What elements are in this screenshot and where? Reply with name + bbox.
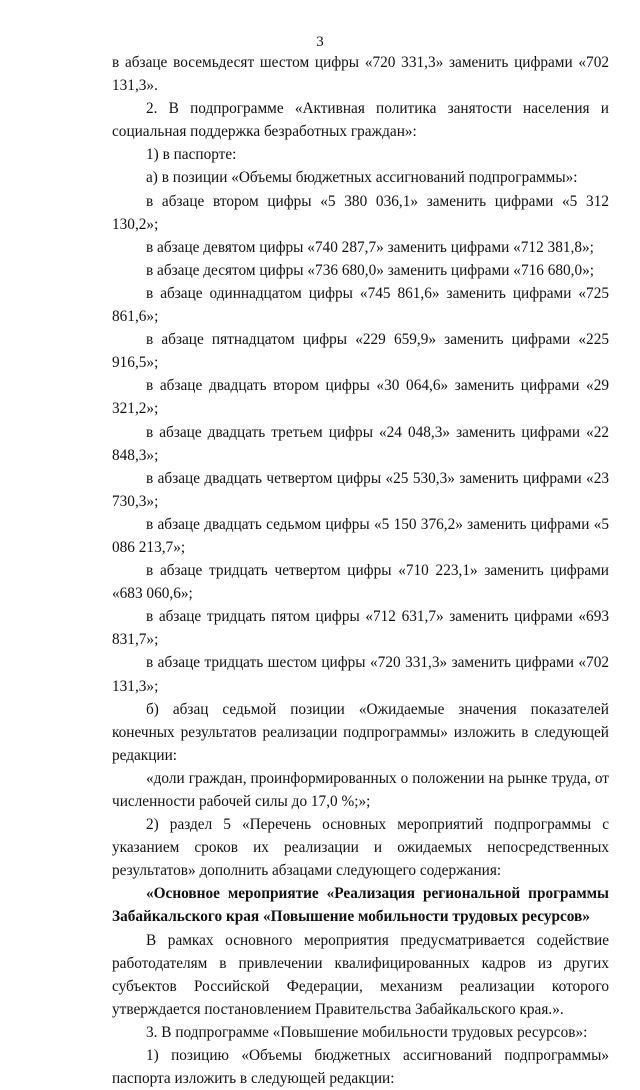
document-body [112, 51, 609, 1090]
paragraph-abzac-34: в абзаце тридцать четвертом цифры «710 223,1» заменить цифрами «683 060,6»; [112, 562, 609, 603]
paragraph-section-2-heading: 2. В подпрограмме «Активная политика занятости населения и социальная поддержка безработных граждан»: [112, 100, 609, 141]
paragraph-abzac-24: в абзаце двадцать четвертом цифры «25 530,3» заменить цифрами «23 730,3»; [112, 469, 609, 510]
paragraph-abzac-11: в абзаце одиннадцатом цифры «745 861,6» заменить цифрами «725 861,6»; [112, 284, 609, 326]
paragraph-section-5: 2) раздел 5 «Перечень основных мероприятий подпрограммы с указанием сроков их реализации и ожидаемых непосредственных результатов» дополнить абзацами следующего содержания: [112, 816, 609, 880]
paragraph-abzac-27: в абзаце двадцать седьмом цифры «5 150 376,2» заменить цифрами «5 086 213,7»; [112, 515, 609, 556]
paragraph-budget-position-new: 1) позицию «Объемы бюджетных ассигнований подпрограммы» паспорта изложить в следующей редакции: [112, 1047, 609, 1088]
paragraph-budget-position: а) в позиции «Объемы бюджетных ассигнований подпрограммы»: [146, 169, 578, 187]
paragraph-in-passport: 1) в паспорте: [146, 146, 237, 164]
paragraph-abzac-23: в абзаце двадцать третьем цифры «24 048,3» заменить цифрами «22 848,3»; [112, 423, 609, 464]
paragraph-main-activity-title: «Основное мероприятие «Реализация региональной программы Забайкальского края «Повышение мобильности трудовых ресурсов» [112, 885, 609, 926]
paragraph-abzac-9: в абзаце девятом цифры «740 287,7» заменить цифрами «712 381,8»; [146, 238, 594, 256]
page-number: 3 [316, 34, 324, 50]
paragraph-abzac-10: в абзаце десятом цифры «736 680,0» заменить цифрами «716 680,0»; [146, 261, 595, 279]
paragraph-section-3-heading: 3. В подпрограмме «Повышение мобильности трудовых ресурсов»: [146, 1023, 588, 1041]
paragraph-main-activity-body: В рамках основного мероприятия предусматривается содействие работодателям в привлечении квалифицированных кадров из других субъектов Российской Федерации, механизм реализации которого утверждается постановлением Правительства Забайкальского края.». [112, 931, 609, 1018]
paragraph-expected-results: б) абзац седьмой позиции «Ожидаемые значения показателей конечных результатов реализации подпрограммы» изложить в следующей редакции: [112, 700, 609, 764]
paragraph-abzac-35: в абзаце тридцать пятом цифры «712 631,7» заменить цифрами «693 831,7»; [112, 608, 609, 649]
paragraph-abzac-36: в абзаце тридцать шестом цифры «720 331,3» заменить цифрами «702 131,3»; [112, 654, 609, 695]
paragraph-86th-abzac: в абзаце восемьдесят шестом цифры «720 331,3» заменить цифрами «702 131,3». [112, 54, 609, 95]
paragraph-abzac-2: в абзаце втором цифры «5 380 036,1» заменить цифрами «5 312 130,2»; [112, 192, 609, 233]
paragraph-abzac-15: в абзаце пятнадцатом цифры «229 659,9» заменить цифрами «225 916,5»; [112, 331, 609, 372]
paragraph-abzac-22: в абзаце двадцать втором цифры «30 064,6» заменить цифрами «29 321,2»; [112, 377, 609, 418]
paragraph-share-of-citizens: «доли граждан, проинформированных о положении на рынке труда, от численности рабочей силы до 17,0 %;»; [112, 769, 609, 810]
